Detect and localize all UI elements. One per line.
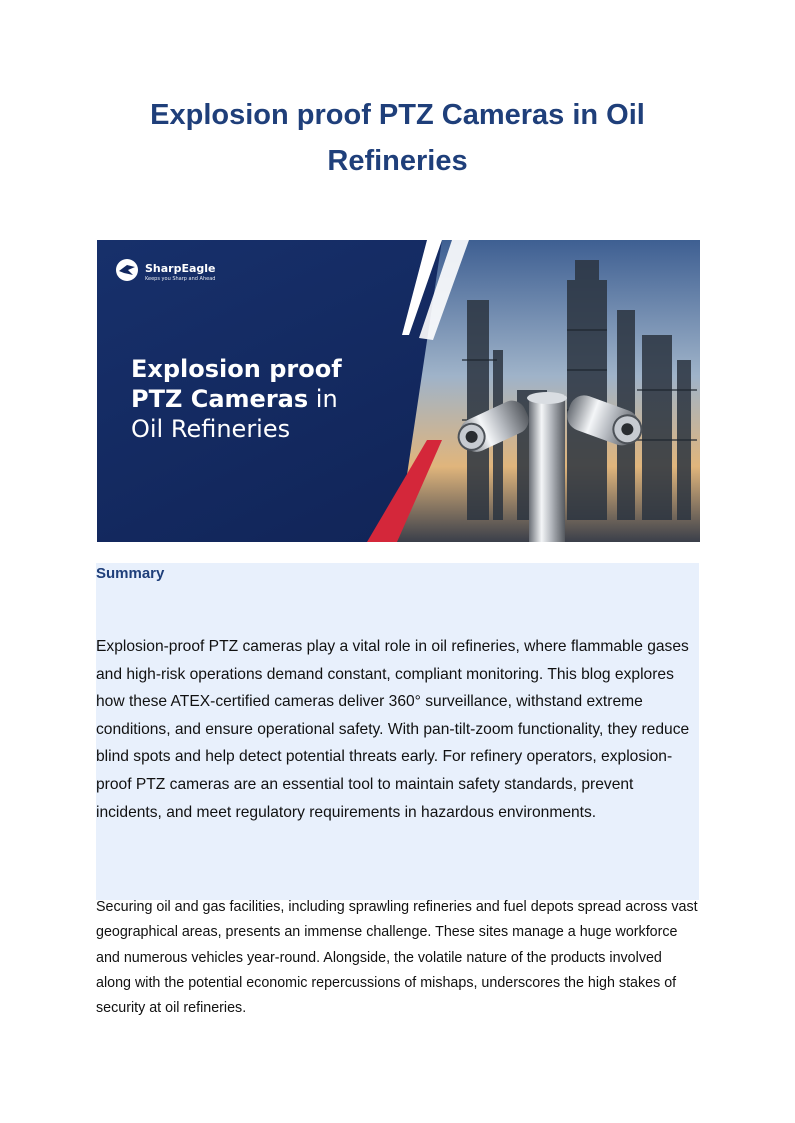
hero-line-2-bold: PTZ Cameras: [131, 385, 309, 413]
hero-line-3: Oil Refineries: [131, 415, 291, 443]
page-title: Explosion proof PTZ Cameras in Oil Refineries: [150, 99, 645, 177]
hero-image: [97, 240, 700, 542]
hero-line-2: [131, 384, 342, 414]
summary-heading: Summary: [96, 565, 165, 582]
body-paragraph: Securing oil and gas facilities, including sprawling refineries and fuel depots spread across vast geographical areas, presents an immense challenge. These sites manage a huge workforce and numerous vehicles year-round. Alongside, the volatile nature of the products involved along with the potential economic repercussions of mishaps, underscores the high stakes of security at oil refineries.: [96, 899, 698, 1017]
hero-caption: [131, 354, 342, 444]
summary-text: Explosion-proof PTZ cameras play a vital role in oil refineries, where flammable gases and high-risk operations demand constant, compliant monitoring. This blog explores how these ATEX-certified cameras deliver 360° surveillance, withstand extreme conditions, and ensure operational safety. With pan-tilt-zoom functionality, they reduce blind spots and help detect potential threats early. For refinery operators, explosion-proof PTZ cameras are an essential tool to maintain safety standards, prevent incidents, and meet regulatory requirements in hazardous environments.: [96, 638, 690, 821]
brand-name: SharpEagle: [145, 262, 216, 275]
brand-tagline: Keeps you Sharp and Ahead: [145, 276, 216, 282]
hero-line-1: Explosion proof: [131, 355, 342, 383]
eagle-logo-icon: [116, 259, 138, 281]
hero-line-2-rest: in: [308, 385, 338, 413]
